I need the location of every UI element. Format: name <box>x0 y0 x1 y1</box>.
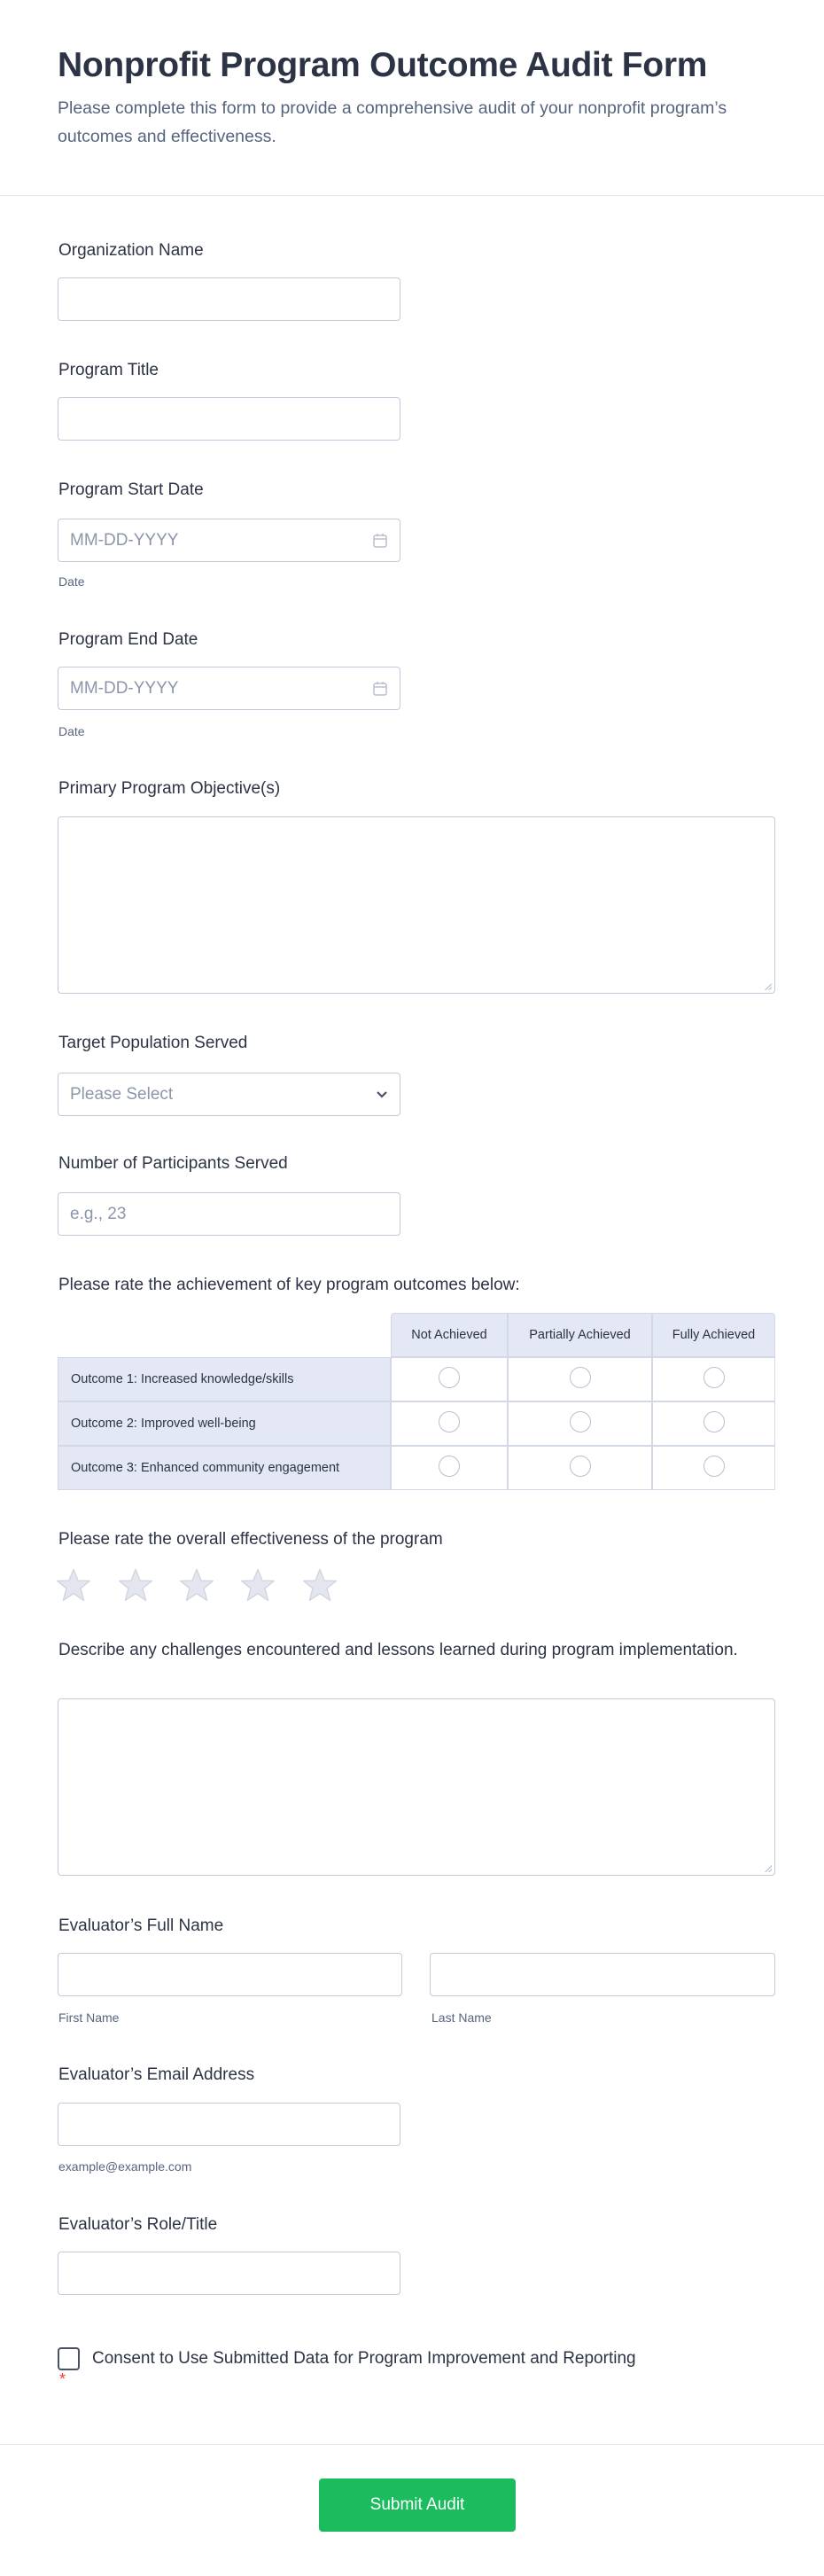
page-title: Nonprofit Program Outcome Audit Form <box>58 46 708 84</box>
rating-label: Please rate the overall effectiveness of the program <box>58 1530 443 1549</box>
participants-input[interactable] <box>58 1192 400 1236</box>
outcome-matrix <box>58 1313 775 1490</box>
email-sublabel: example@example.com <box>58 2159 192 2174</box>
page-subtitle: Please complete this form to provide a comprehensive audit of your nonprofit program’s outcomes and effectiveness. <box>58 98 727 146</box>
participants-label: Number of Participants Served <box>58 1154 288 1173</box>
evaluator-name-label: Evaluator’s Full Name <box>58 1916 224 1935</box>
last-name-sublabel: Last Name <box>431 2010 492 2025</box>
table-row <box>58 1357 775 1401</box>
end-date-label: Program End Date <box>58 630 198 649</box>
matrix-row-label: Outcome 2: Improved well-being <box>58 1401 391 1446</box>
star-icon[interactable] <box>240 1567 276 1603</box>
objectives-textarea[interactable] <box>58 816 775 994</box>
end-date-input[interactable] <box>58 667 400 710</box>
program-title-input[interactable] <box>58 397 400 441</box>
footer-divider <box>0 2444 824 2445</box>
calendar-icon[interactable] <box>372 681 388 697</box>
required-asterisk: * <box>59 2370 66 2388</box>
star-icon[interactable] <box>56 1567 91 1603</box>
end-date-sublabel: Date <box>58 724 85 738</box>
end-date-placeholder: MM-DD-YYYY <box>70 678 179 698</box>
radio-button[interactable] <box>570 1367 591 1388</box>
star-icon[interactable] <box>179 1567 214 1603</box>
radio-button[interactable] <box>439 1411 460 1432</box>
challenges-label: Describe any challenges encountered and lessons learned during program implementation. <box>58 1641 738 1659</box>
calendar-icon[interactable] <box>372 533 388 549</box>
matrix-row-label: Outcome 3: Enhanced community engagement <box>58 1446 391 1490</box>
matrix-corner <box>58 1313 391 1357</box>
evaluator-email-label: Evaluator’s Email Address <box>58 2065 255 2084</box>
consent-label[interactable]: Consent to Use Submitted Data for Program Improvement and Reporting <box>92 2349 636 2368</box>
matrix-label: Please rate the achievement of key program outcomes below: <box>58 1276 520 1294</box>
start-date-placeholder: MM-DD-YYYY <box>70 530 179 550</box>
radio-button[interactable] <box>439 1367 460 1388</box>
org-name-input[interactable] <box>58 277 400 321</box>
last-name-input[interactable] <box>430 1953 775 1996</box>
radio-button[interactable] <box>570 1456 591 1477</box>
start-date-label: Program Start Date <box>58 480 204 499</box>
star-icon[interactable] <box>118 1567 153 1603</box>
radio-button[interactable] <box>439 1456 460 1477</box>
table-row <box>58 1401 775 1446</box>
evaluator-email-input[interactable] <box>58 2103 400 2146</box>
radio-button[interactable] <box>704 1411 725 1432</box>
resize-handle[interactable] <box>765 983 772 990</box>
evaluator-role-input[interactable] <box>58 2252 400 2295</box>
matrix-row-label: Outcome 1: Increased knowledge/skills <box>58 1357 391 1401</box>
consent-checkbox[interactable] <box>58 2347 80 2370</box>
matrix-col-header: Partially Achieved <box>508 1313 652 1357</box>
radio-button[interactable] <box>704 1367 725 1388</box>
star-icon[interactable] <box>302 1567 338 1603</box>
header-divider <box>0 195 824 196</box>
target-population-value: Please Select <box>70 1084 174 1104</box>
target-population-label: Target Population Served <box>58 1034 248 1052</box>
start-date-input[interactable] <box>58 519 400 562</box>
participants-placeholder: e.g., 23 <box>70 1204 127 1223</box>
submit-button[interactable]: Submit Audit <box>319 2478 516 2532</box>
radio-button[interactable] <box>570 1411 591 1432</box>
objectives-label: Primary Program Objective(s) <box>58 779 281 798</box>
radio-button[interactable] <box>704 1456 725 1477</box>
matrix-col-header: Not Achieved <box>391 1313 508 1357</box>
evaluator-role-label: Evaluator’s Role/Title <box>58 2215 218 2234</box>
chevron-down-icon <box>376 1090 388 1099</box>
challenges-textarea[interactable] <box>58 1698 775 1876</box>
org-name-label: Organization Name <box>58 241 204 260</box>
table-row <box>58 1446 775 1490</box>
start-date-sublabel: Date <box>58 574 85 589</box>
target-population-select[interactable] <box>58 1073 400 1116</box>
first-name-input[interactable] <box>58 1953 402 1996</box>
first-name-sublabel: First Name <box>58 2010 120 2025</box>
matrix-col-header: Fully Achieved <box>652 1313 775 1357</box>
program-title-label: Program Title <box>58 361 159 379</box>
resize-handle[interactable] <box>765 1865 772 1872</box>
